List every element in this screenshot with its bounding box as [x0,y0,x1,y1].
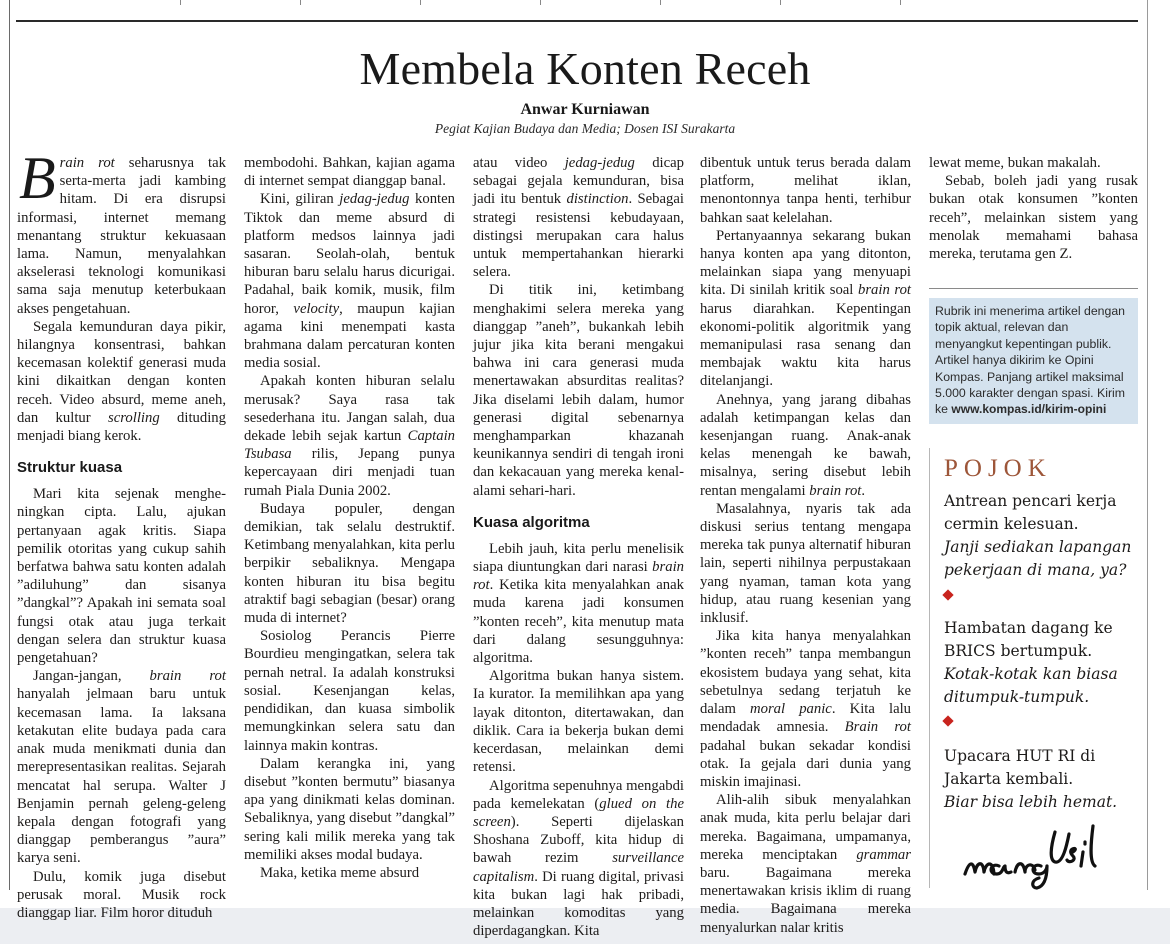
paragraph: Masalahnya, nyaris tak ada diskusi serius tentang mengapa mereka tak punya alternatif hiburan lain, seperti nihilnya perpustakaan yang nyaman, taman kota yang hidup, atau ruang kesenian yang inklusif. [700,500,911,627]
pojok-statement: Upacara HUT RI di Jakarta kembali. [944,747,1096,788]
diamond-bullet-icon [942,715,953,726]
mang-usil-signature-icon [955,812,1115,894]
paragraph: Lebih jauh, kita perlu menelisik siapa diuntungkan dari narasi brain rot. Ketika kita menyalahkan anak muda karena jadi konsumen ”konten receh”, kita menutup mata dari dalang sesungguhnya: algoritma. [473,540,684,667]
paragraph: Maka, ketika meme absurd [260,864,420,881]
paragraph: Apakah konten hiburan selalu merusak? Saya rasa tak sesederhana itu. Jangan salah, dua dekade lebih sejak kartun Captain Tsubasa rilis, Jepang punya kepercayaan diri menjadi tuan rumah Piala Dunia 2002. [244,373,455,499]
paragraph: Sebab, boleh jadi yang rusak bukan otak konsumen ”konten receh”, melainkan sistem yang menolak memahami bahasa mereka, terutama gen Z. [929,173,1138,263]
submission-info-box [929,298,1138,424]
article-column-5 [929,154,1138,264]
article-column-2 [244,154,455,890]
top-edge-marks [180,0,1020,5]
article-title: Membela Konten Receh [359,43,811,94]
paragraph: atau video jedag-jedug dicap sebagai gejala kemunduran, bisa jadi itu bentuk distinction. Sebagai strategi resistensi kebudayaan, distingsi merupakan cara halus untuk mempertahankan hierarki selera. [473,155,684,281]
paragraph: Jangan-jangan, brain rot hanyalah jelmaan baru untuk kecemasan lama. Ia laksana ketakutan elite budaya pada cara anak muda menikmati dunia dan merepresentasikan realitas. Sejarah mencatat hal serupa. Walter J Benjamin pernah geleng-geleng kepala dengan fotografi yang dianggap pemberangus ”aura” karya seni. [17,668,226,867]
paragraph: Kini, giliran jedag-jedug konten Tiktok dan meme absurd di platform medsos lainnya jadi sasaran. Seolah-olah, bentuk hiburan baru selalu harus dicurigai. Padahal, baik komik, musik, film horor, velocity, maupun kajian agama kini menempati kasta brahmana dalam percaturan konten media sosial. [244,191,455,372]
pojok-statement: Antrean pencari kerja cermin kelesuan. [944,492,1117,533]
paragraph: Jika kita hanya menyalahkan ”konten receh” tanpa membangun ekosistem budaya yang sehat, kita sebetulnya sedang terjatuh ke dalam moral panic. Kita lalu mendadak amnesia. Brain rot padahal bukan sekadar kondisi otak. Ia gejala dari dunia yang miskin imajinasi. [700,628,912,790]
pojok-item-2 [944,617,1134,709]
article-column-4 [700,154,912,936]
diamond-bullet-icon [942,589,953,600]
pojok-quip: Janji sediakan lapangan pekerjaan di mana, ya? [944,538,1132,579]
paragraph: Pertanyaannya sekarang bukan hanya konten apa yang ditonton, melainkan siapa yang menyuapi kita. Di sinilah kritik soal brain rot harus diarahkan. Kepentingan ekonomi-politik algoritmik yang memanipulasi rasa senang dan membajak waktu kita harus ditelanjangi. [700,227,911,390]
paragraph: Budaya populer, dengan demikian, tak selalu destruktif. Ketimbang menyalahkan, kita perlu berpikir sebaliknya. Mengapa konten hiburan itu bisa begitu atraktif bagi sebagian (besar) orang muda di internet? [244,500,455,627]
paragraph: Dulu, komik juga disebut perusak moral. Musik rock dianggap liar. Film horor dituduh [17,868,226,921]
info-separator [929,288,1138,289]
paragraph: Alih-alih sibuk menyalahkan anak muda, kita perlu belajar dari mereka. Bagaimana, umpamanya, mereka menciptakan grammar baru. Bagaimana mereka menertawakan krisis iklim di ruang media. Bagaimana mereka menyalurkan nalar kritis [700,792,911,936]
submission-url-link[interactable]: www.kompas.id/kirim-opini [951,402,1107,417]
section-heading-algoritma: Kuasa algoritma [473,513,590,531]
paragraph: Di titik ini, ketimbang menghakimi selera mereka yang dianggap ”aneh”, bukankah lebih jujur jika kita berani mengakui bahwa ini cara generasi muda menertawakan absurditas realitas? Jika diselami lebih dalam, humor generasi digital sebenarnya menghamparkan khazanah keunikannya sendiri di tengah ironi dan kekacauan yang mereka kenal-alami sehari-hari. [473,282,684,499]
drop-cap: B [19,145,56,211]
paragraph: Dalam kerangka ini, yang disebut ”konten bermutu” biasanya apa yang dinikmati kelas dominan. Sebaliknya, yang disebut ”dangkal” sering kali milik mereka yang tak memiliki akses modal budaya. [244,755,455,863]
pojok-quip: Biar bisa lebih hemat. [944,793,1118,811]
pojok-statement: Hambatan dagang ke BRICS bertumpuk. [944,619,1113,660]
paragraph: Mari kita sejenak mengheningkan cipta. Lalu, ajukan pertanyaan agak kritis. Siapa pemilik otoritas yang cukup sahih berfatwa bahwa satu konten adalah ”adiluhung” dan sisanya ”dangkal”? Apakah ini semata soal fungsi otak atau juga terkait dengan selera dan struktur kuasa pengetahuan? [17,486,226,667]
author-name: Anwar Kurniawan [520,101,650,118]
paragraph: Segala kemunduran daya pikir, hilangnya konsentrasi, bahkan kecemasan kolektif generasi muda kini dikaitkan dengan konten receh. Video absurd, meme aneh, dan kultur scrolling dituding menjadi biang kerok. [17,318,226,445]
paragraph: Sosiolog Perancis Pierre Bourdieu mengingatkan, selera tak pernah netral. Ia adalah konstruksi sosial. Kesenjangan kelas, pendidikan, dan kuasa simbolik memungkinkan selera satu dan lainnya makin kontras. [244,628,455,754]
header-rule [16,20,1138,22]
paragraph: Brain rot seharusnya tak serta-merta jadi kambing hitam. Di era disrupsi informasi, internet memang menantang struktur kekuasaan lama. Namun, menyalahkan akselerasi teknologi komunikasi sama saja menutup keterbukaan akses pengetahuan. [17,145,226,317]
author-role: Pegiat Kajian Budaya dan Media; Dosen ISI Surakarta [434,121,736,136]
pojok-item-3 [944,745,1134,814]
pojok-quip: Kotak-kotak kan biasa ditumpuk-tumpuk. [944,665,1118,706]
pojok-rule [929,448,930,888]
pojok-item-1 [944,490,1134,582]
paragraph: Anehnya, yang jarang dibahas adalah ketimpangan kelas dan kesenjangan ruang. Anak-anak kelas menengah ke bawah, misalnya, sering disebut lebih rentan mengalami brain rot. [700,391,911,499]
paragraph: lewat meme, bukan makalah. [929,155,1101,171]
article-column-1 [17,145,226,921]
paragraph: membodohi. Bahkan, kajian agama di internet sempat dianggap banal. [244,155,455,190]
pojok-title: POJOK [944,455,1052,482]
paragraph: Algoritma sepenuhnya mengabdi pada kemelekatan (glued on the screen). Seperti dijelaskan Shoshana Zuboff, kita hidup di bawah rezim surveillance capitalism. Di ruang digital, privasi kita bukan lagi hak pribadi, melainkan komoditas yang diperdagangkan. Kita [473,777,684,940]
section-heading-struktur: Struktur kuasa [17,459,123,477]
paragraph: dibentuk untuk terus berada dalam platform, melihat iklan, menontonnya tanpa henti, terhibur bahkan saat kelelahan. [700,155,911,226]
submission-info-text: Rubrik ini menerima artikel dengan topik aktual, relevan dan menyangkut kepentingan publik. Artikel hanya dikirim ke Opini Kompas. Panjang artikel maksimal 5.000 karakter dengan spasi. Kirim ke [935,304,1126,417]
paragraph: Algoritma bukan hanya sistem. Ia kurator. Ia memilihkan apa yang layak ditonton, ditertawakan, dan diklik. Cara ia bekerja bukan demi kecerdasan, melainkan demi retensi. [473,668,684,776]
article-column-3 [473,154,684,940]
